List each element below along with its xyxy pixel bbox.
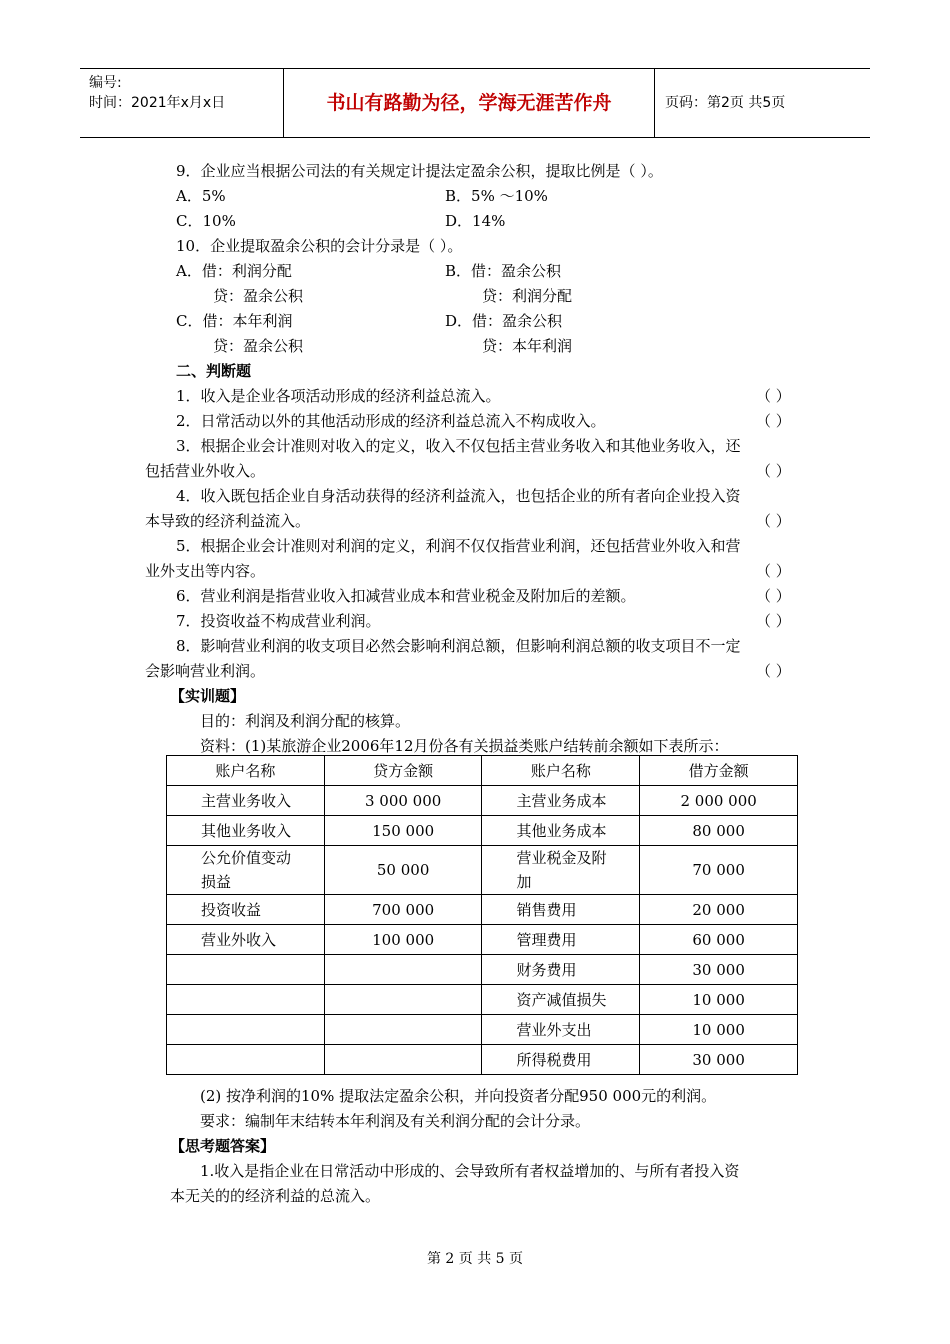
table-cell: 50 000 (324, 846, 482, 895)
q10-option-d-debit: D．借：盈余公积 (445, 312, 563, 330)
table-header-cell: 账户名称 (167, 756, 325, 786)
judge-7: 7．投资收益不构成营业利润。 (176, 612, 381, 630)
account-balance-table (166, 755, 798, 1075)
table-cell: 700 000 (324, 895, 482, 925)
table-row (167, 985, 798, 1015)
practice-material: 资料：(1)某旅游企业2006年12月份各有关损益类账户结转前余额如下表所示： (200, 737, 729, 755)
judge-8-line2: 会影响营业利润。 (145, 662, 266, 680)
table-cell: 100 000 (324, 925, 482, 955)
header-motto: 书山有路勤为径，学海无涯苦作舟 (284, 69, 655, 137)
judge-1-answer-blank[interactable]: （ ） (756, 387, 791, 405)
table-cell: 主营业务收入 (167, 786, 325, 816)
table-header-cell: 账户名称 (482, 756, 640, 786)
table-cell: 30 000 (640, 955, 798, 985)
table-row (167, 816, 798, 846)
q10-option-a-debit: A．借：利润分配 (176, 262, 292, 280)
q10-option-b-credit: 贷：利润分配 (482, 287, 573, 305)
judge-5-answer-blank[interactable]: （ ） (756, 562, 791, 580)
section-title-answers: 【思考题答案】 (170, 1137, 276, 1155)
table-cell: 营业外支出 (482, 1015, 640, 1045)
table-cell (167, 985, 325, 1015)
table-row (167, 1045, 798, 1075)
practice-purpose: 目的：利润及利润分配的核算。 (200, 712, 411, 730)
judge-1: 1．收入是企业各项活动形成的经济利益总流入。 (176, 387, 501, 405)
table-cell: 10 000 (640, 1015, 798, 1045)
practice-requirement: 要求：编制年末结转本年利润及有关利润分配的会计分录。 (200, 1112, 591, 1130)
table-cell: 2 000 000 (640, 786, 798, 816)
table-cell (167, 955, 325, 985)
q10-option-b-debit: B．借：盈余公积 (445, 262, 562, 280)
judge-7-answer-blank[interactable]: （ ） (756, 612, 791, 630)
table-cell: 60 000 (640, 925, 798, 955)
judge-6-answer-blank[interactable]: （ ） (756, 587, 791, 605)
table-cell: 其他业务成本 (482, 816, 640, 846)
table-cell: 资产减值损失 (482, 985, 640, 1015)
table-cell (324, 1015, 482, 1045)
time-label: 时间：2021年x月x日 (89, 95, 226, 111)
practice-note-2: (2) 按净利润的10% 提取法定盈余公积，并向投资者分配950 000元的利润。 (200, 1087, 717, 1105)
judge-3-line2: 包括营业外收入。 (145, 462, 266, 480)
judge-4-line1: 4．收入既包括企业自身活动获得的经济利益流入，也包括企业的所有者向企业投入资 (176, 487, 741, 505)
judge-3-answer-blank[interactable]: （ ） (756, 462, 791, 480)
judge-6: 6．营业利润是指营业收入扣减营业成本和营业税金及附加后的差额。 (176, 587, 636, 605)
header-meta (80, 69, 284, 137)
table-row (167, 846, 798, 895)
table-cell: 30 000 (640, 1045, 798, 1075)
q10-option-c-credit: 贷：盈余公积 (213, 337, 304, 355)
table-row (167, 955, 798, 985)
table-cell: 150 000 (324, 816, 482, 846)
judge-3-line1: 3．根据企业会计准则对收入的定义，收入不仅包括主营业务收入和其他业务收入，还 (176, 437, 741, 455)
judge-8-answer-blank[interactable]: （ ） (756, 662, 791, 680)
table-row (167, 925, 798, 955)
answer-1-line1: 1.收入是指企业在日常活动中形成的、会导致所有者权益增加的、与所有者投入资 (200, 1162, 740, 1180)
section-title-judge: 二、判断题 (176, 362, 252, 380)
judge-4-answer-blank[interactable]: （ ） (756, 512, 791, 530)
judge-5-line2: 业外支出等内容。 (145, 562, 266, 580)
q10-option-a-credit: 贷：盈余公积 (213, 287, 304, 305)
serial-label: 编号: (89, 75, 122, 91)
judge-5-line1: 5．根据企业会计准则对利润的定义，利润不仅仅指营业利润，还包括营业外收入和营 (176, 537, 741, 555)
table-cell: 10 000 (640, 985, 798, 1015)
table-row (167, 786, 798, 816)
table-cell: 营业外收入 (167, 925, 325, 955)
q9-option-c: C．10% (176, 212, 236, 230)
table-cell: 80 000 (640, 816, 798, 846)
judge-4-line2: 本导致的经济利益流入。 (145, 512, 311, 530)
table-header-row (167, 756, 798, 786)
answer-1-line2: 本无关的的经济利益的总流入。 (170, 1187, 381, 1205)
table-cell: 主营业务成本 (482, 786, 640, 816)
table-cell: 所得税费用 (482, 1045, 640, 1075)
question-10: 10．企业提取盈余公积的会计分录是（ ）。 (176, 237, 463, 255)
page-footer: 第 2 页 共 5 页 (426, 1251, 524, 1267)
table-cell (324, 1045, 482, 1075)
judge-2: 2．日常活动以外的其他活动形成的经济利益总流入不构成收入。 (176, 412, 606, 430)
table-cell (324, 955, 482, 985)
table-cell (324, 985, 482, 1015)
q10-option-d-credit: 贷：本年利润 (482, 337, 573, 355)
table-cell: 销售费用 (482, 895, 640, 925)
table-row (167, 1015, 798, 1045)
table-cell (167, 1015, 325, 1045)
q10-option-c-debit: C．借：本年利润 (176, 312, 293, 330)
q9-option-d: D．14% (445, 212, 506, 230)
table-cell: 其他业务收入 (167, 816, 325, 846)
section-title-practice: 【实训题】 (170, 687, 246, 705)
table-cell (167, 1045, 325, 1075)
question-9: 9．企业应当根据公司法的有关规定计提法定盈余公积，提取比例是（ ）。 (176, 162, 663, 180)
header-page-info: 页码：第2页 共5页 (665, 95, 786, 111)
table-cell: 3 000 000 (324, 786, 482, 816)
table-header-cell: 借方金额 (640, 756, 798, 786)
table-row (167, 895, 798, 925)
judge-8-line1: 8．影响营业利润的收支项目必然会影响利润总额，但影响利润总额的收支项目不一定 (176, 637, 741, 655)
table-cell: 财务费用 (482, 955, 640, 985)
page-header (80, 68, 870, 138)
judge-2-answer-blank[interactable]: （ ） (756, 412, 791, 430)
table-cell: 管理费用 (482, 925, 640, 955)
table-cell: 营业税金及附加 (482, 846, 640, 895)
table-cell: 公允价值变动损益 (167, 846, 325, 895)
table-cell: 70 000 (640, 846, 798, 895)
table-cell: 20 000 (640, 895, 798, 925)
table-header-cell: 贷方金额 (324, 756, 482, 786)
q9-option-a: A．5% (176, 187, 226, 205)
q9-option-b: B．5% ～10% (445, 187, 548, 205)
table-cell: 投资收益 (167, 895, 325, 925)
